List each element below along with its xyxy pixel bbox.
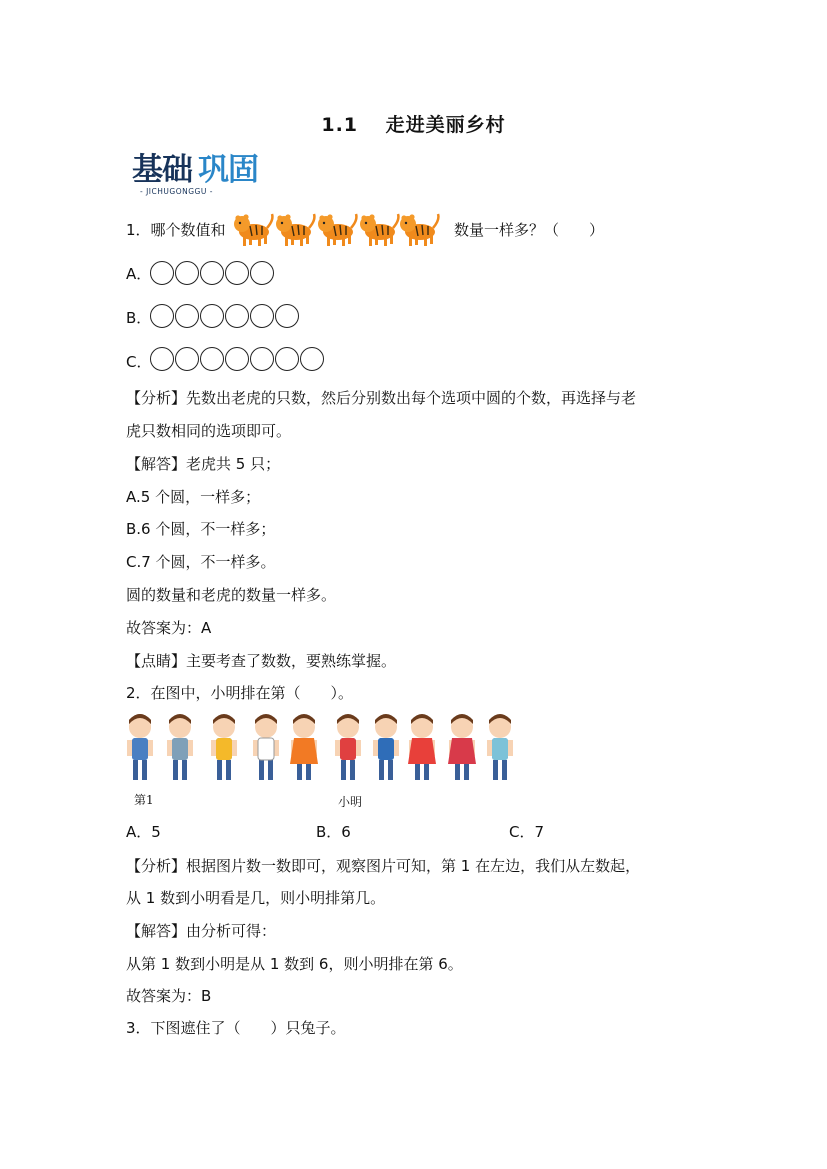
q1-option-b-label: B． [126,309,152,327]
circle [250,347,274,371]
circle [300,347,324,371]
q2-option-b: B．6 [316,823,351,841]
svg-text:基础: 基础 [132,152,192,188]
circle [275,347,299,371]
q2-answer: 故答案为：B [126,987,212,1005]
svg-text:- JICHUGONGGU -: - JICHUGONGGU - [140,187,213,196]
circle [250,261,274,285]
q1-analysis-line2: 虎只数相同的选项即可。 [126,422,292,440]
circle [175,261,199,285]
circle [225,261,249,285]
circle [250,304,274,328]
q1-solution-d: 圆的数量和老虎的数量一样多。 [126,586,337,604]
q1-stem-suffix: 数量一样多？（ ） [454,221,605,239]
label-xiaoming: 小明 [338,795,363,809]
q1-option-a-circles [150,261,275,285]
circle [225,347,249,371]
q2-stem: 2．在图中，小明排在第（ ）。 [126,684,354,702]
q2-option-a: A．5 [126,823,161,841]
svg-text:巩固: 巩固 [198,152,258,188]
q1-analysis-line1: 【分析】先数出老虎的只数，然后分别数出每个选项中圆的个数，再选择与老 [126,389,637,407]
circle [275,304,299,328]
circle [175,347,199,371]
q2-solution: 从第 1 数到小明是从 1 数到 6，则小明排在第 6。 [126,955,463,973]
q2-analysis-line2: 从 1 数到小明看是几，则小明排第几。 [126,889,386,907]
circle [200,261,224,285]
q2-analysis-line1: 【分析】根据图片数一数即可，观察图片可知，第 1 在左边，我们从左数起， [126,857,641,875]
circle [225,304,249,328]
q1-answer: 故答案为：A [126,619,212,637]
q1-stem-prefix: 1．哪个数值和 [126,221,226,239]
q1-option-c-circles [150,347,325,371]
q1-solution-c: C.7 个圆，不一样多。 [126,553,276,571]
label-first: 第1 [134,793,154,807]
q2-solution-head: 【解答】由分析可得： [126,922,277,940]
circle [150,304,174,328]
q1-solution-head: 【解答】老虎共 5 只； [126,455,281,473]
circle [200,304,224,328]
q2-option-c: C．7 [509,823,545,841]
q1-option-b-circles [150,304,300,328]
tigers-image [234,212,440,248]
q1-solution-b: B.6 个圆，不一样多； [126,520,276,538]
circle [175,304,199,328]
circle [200,347,224,371]
circle [150,347,174,371]
page-title: 1.1 走进美丽乡村 [321,114,506,136]
q1-option-c-label: C． [126,353,152,371]
circle [150,261,174,285]
children-lineup-image [124,714,516,786]
q1-option-a-label: A． [126,265,152,283]
q1-solution-a: A.5 个圆，一样多； [126,488,261,506]
q3-stem: 3．下图遮住了（ ）只兔子。 [126,1019,346,1037]
section-logo [130,150,275,196]
q1-comment: 【点睛】主要考查了数数，要熟练掌握。 [126,652,397,670]
